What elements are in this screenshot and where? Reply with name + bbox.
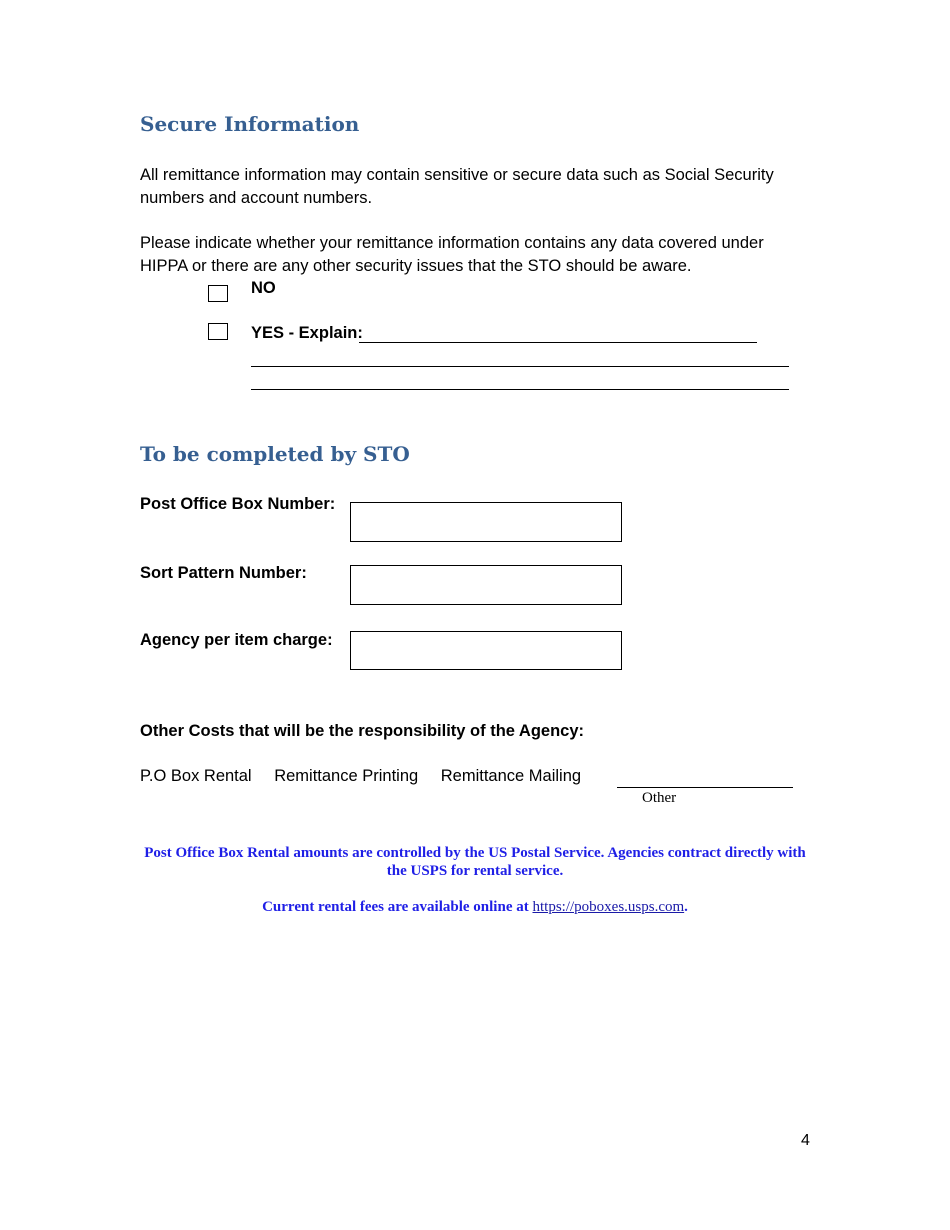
secure-info-paragraph-2: [140, 232, 805, 278]
secure-information-heading: Secure Information: [140, 112, 360, 136]
sort-pattern-label: Sort Pattern Number:: [140, 564, 307, 582]
page-number: 4: [801, 1132, 810, 1149]
cost-item-remittance-mailing: Remittance Mailing: [440, 767, 582, 785]
other-costs-heading: Other Costs that will be the responsibility of the Agency:: [140, 722, 585, 740]
other-costs-list: [140, 767, 599, 786]
yes-explain-line-1[interactable]: [359, 342, 757, 343]
yes-explain-label: YES - Explain:: [251, 324, 363, 342]
secure-info-text-2: Please indicate whether your remittance information contains any data covered under HIPPA or there are any other security issues that the STO should be aware.: [140, 234, 764, 275]
po-box-label: Post Office Box Number:: [140, 495, 336, 513]
yes-explain-line-3[interactable]: [251, 389, 789, 390]
rental-fees-text: Current rental fees are available online at: [262, 899, 533, 915]
other-label: Other: [642, 790, 677, 806]
cost-item-po-box-rental: P.O Box Rental: [140, 767, 252, 785]
no-checkbox[interactable]: [208, 285, 228, 302]
sort-pattern-number-field[interactable]: [350, 565, 622, 605]
rental-fees-period: .: [684, 899, 688, 915]
po-box-number-field[interactable]: [350, 502, 622, 542]
usps-poboxes-link[interactable]: https://poboxes.usps.com: [532, 899, 685, 915]
yes-explain-line-2[interactable]: [251, 366, 789, 367]
secure-info-text-1: All remittance information may contain sensitive or secure data such as Social Security numbers and account numbers.: [140, 166, 774, 207]
cost-item-remittance-printing: Remittance Printing: [274, 767, 419, 785]
po-box-rental-note: Post Office Box Rental amounts are controlled by the US Postal Service. Agencies contract directly with the USPS for rental service.: [144, 845, 806, 879]
secure-info-paragraph-1: [140, 164, 805, 210]
no-label: NO: [251, 279, 276, 297]
rental-fees-note: [140, 898, 810, 916]
per-item-charge-field[interactable]: [350, 631, 622, 670]
yes-checkbox[interactable]: [208, 323, 228, 340]
per-item-charge-label: Agency per item charge:: [140, 631, 333, 649]
other-cost-line[interactable]: [617, 787, 793, 788]
sto-heading: To be completed by STO: [140, 442, 410, 466]
